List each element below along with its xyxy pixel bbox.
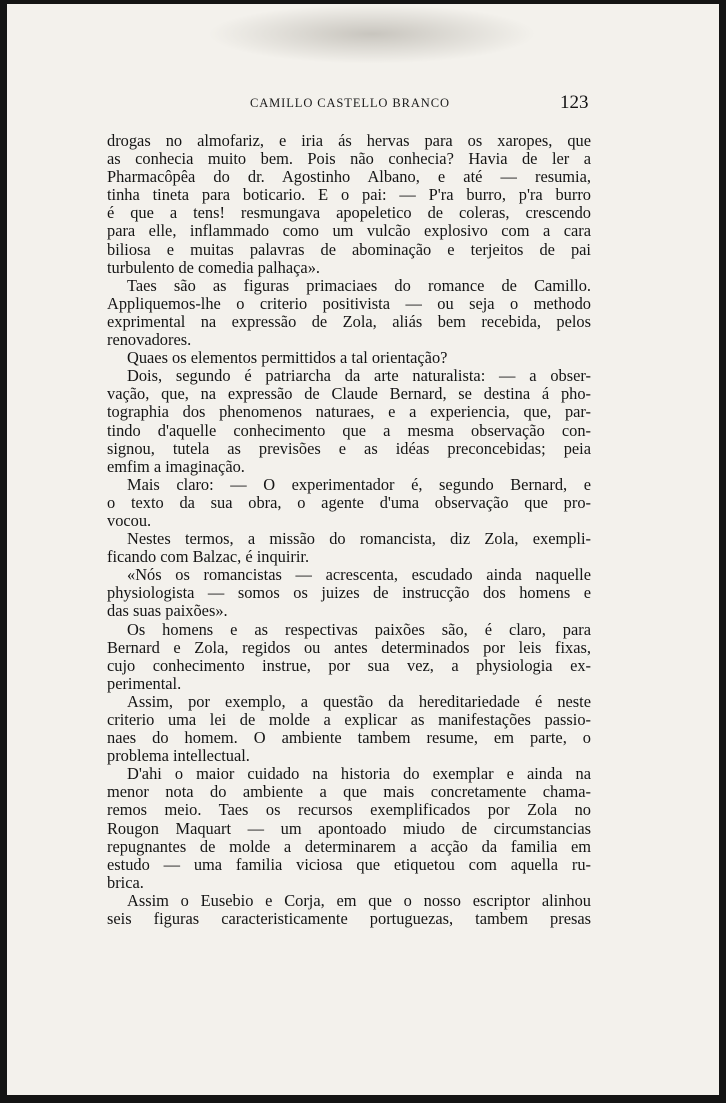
- text-line: exprimental na expressão de Zola, aliás bem recebida, pelos: [107, 311, 591, 331]
- text-line: Assim o Eusebio e Corja, em que o nosso escriptor alinhou: [127, 890, 591, 910]
- text-line: cujo conhecimento instrue, por sua vez, a physiologia ex-: [107, 655, 591, 675]
- text-line: problema intellectual.: [107, 746, 250, 766]
- paper-stain: [207, 4, 537, 64]
- text-line: Nestes termos, a missão do romancista, diz Zola, exempli-: [127, 529, 591, 549]
- text-line: naes do homem. O ambiente tambem resume, em parte, o: [107, 728, 591, 748]
- text-line: renovadores.: [107, 330, 192, 350]
- text-line: vocou.: [107, 510, 152, 530]
- text-line: Bernard e Zola, regidos ou antes determinados por leis fixas,: [107, 637, 591, 657]
- book-page: [7, 4, 719, 1095]
- body-text: [107, 132, 591, 928]
- text-line: tindo d'aquelle conhecimento que a mesma observação con-: [107, 420, 591, 440]
- running-head: CAMILLO CASTELLO BRANCO: [250, 96, 450, 110]
- text-line: Quaes os elementos permittidos a tal orientação?: [127, 348, 448, 368]
- text-line: Mais claro: — O experimentador é, segundo Bernard, e: [127, 474, 591, 494]
- text-line: criterio uma lei de molde a explicar as manifestações passio-: [107, 710, 591, 729]
- text-line: Pharmacôpêa do dr. Agostinho Albano, e até — resumia,: [107, 167, 591, 187]
- text-line: Taes são as figuras primaciaes do romance de Camillo.: [127, 275, 591, 295]
- text-line: physiologista — somos os juizes de instrucção dos homens e: [107, 583, 591, 603]
- text-line: «Nós os romancistas — acrescenta, escudado ainda naquelle: [127, 565, 591, 585]
- text-line: remos meio. Taes os recursos exemplificados por Zola no: [107, 800, 591, 820]
- text-line: brica.: [107, 872, 144, 892]
- text-line: menor nota do ambiente a que mais concretamente chama-: [107, 782, 591, 802]
- text-line: biliosa e muitas palavras de abominação e terjeitos de pai: [107, 239, 591, 259]
- text-line: seis figuras caracteristicamente portuguezas, tambem presas: [107, 909, 591, 929]
- text-line: o texto da sua obra, o agente d'uma observação que pro-: [107, 492, 591, 512]
- text-line: estudo — uma familia viciosa que etiquetou com aquella ru-: [107, 854, 591, 874]
- page-number: 123: [560, 92, 589, 113]
- text-line: Assim, por exemplo, a questão da hereditariedade é neste: [127, 691, 591, 711]
- text-line: tinha tineta para boticario. E o pai: — P'ra burro, p'ra burro: [107, 185, 591, 205]
- text-line: emfim a imaginação.: [107, 456, 245, 476]
- text-line: ficando com Balzac, é inquirir.: [107, 547, 310, 567]
- text-line: signou, tutela as previsões e as idéas preconcebidas; peia: [107, 438, 591, 458]
- text-line: D'ahi o maior cuidado na historia do exemplar e ainda na: [127, 764, 591, 784]
- text-line: drogas no almofariz, e iria ás hervas para os xaropes, que: [107, 131, 591, 150]
- text-line: tographia dos phenomenos naturaes, e a experiencia, que, par-: [107, 402, 591, 422]
- text-line: Dois, segundo é patriarcha da arte naturalista: — a obser-: [127, 366, 591, 386]
- text-line: é que a tens! resmungava apopeletico de coleras, crescendo: [107, 203, 591, 223]
- text-line: turbulento de comedia palhaça».: [107, 257, 320, 277]
- text-line: para elle, inflammado como um vulcão explosivo com a cara: [107, 221, 591, 241]
- text-line: Os homens e as respectivas paixões são, é claro, para: [127, 619, 591, 639]
- text-line: Appliquemos-lhe o criterio positivista — ou seja o methodo: [107, 293, 591, 313]
- text-line: perimental.: [107, 673, 182, 693]
- text-line: das suas paixões».: [107, 601, 228, 621]
- text-line: Rougon Maquart — um apontoado miudo de circumstancias: [107, 818, 591, 838]
- text-line: repugnantes de molde a determinarem a acção da familia em: [107, 836, 591, 856]
- text-line: as conhecia muito bem. Pois não conhecia? Havia de ler a: [107, 149, 591, 169]
- page-header: [7, 92, 719, 118]
- text-line: vação, que, na expressão de Claude Bernard, se destina á pho-: [107, 384, 591, 404]
